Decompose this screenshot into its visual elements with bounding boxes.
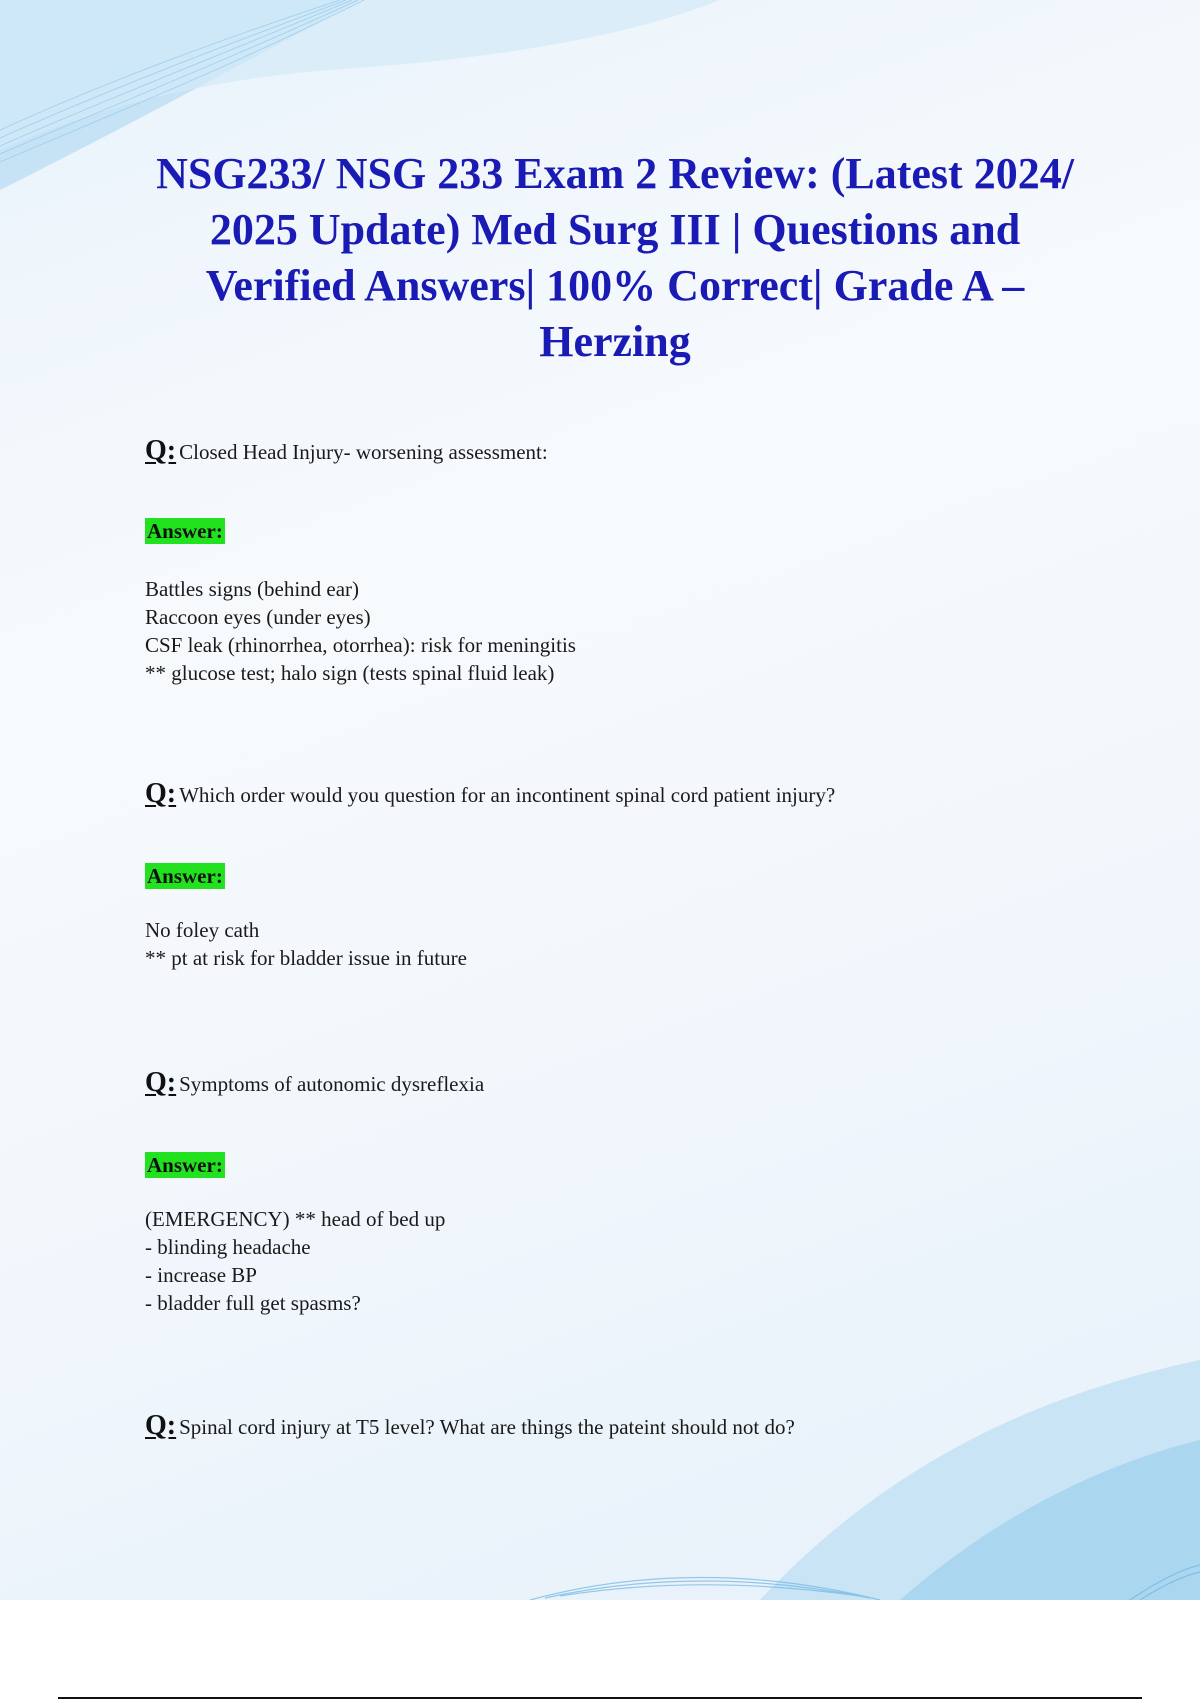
answer-line: No foley cath: [145, 918, 260, 942]
answer-label: Answer:: [147, 864, 223, 888]
question-prefix: Q:: [145, 778, 177, 809]
answer-body: [145, 916, 1145, 972]
answer-label: Answer:: [147, 1153, 223, 1177]
answer-label: Answer:: [147, 519, 223, 543]
answer-body: [145, 575, 1145, 687]
answer-line: Raccoon eyes (under eyes): [145, 605, 371, 629]
question-text: Which order would you question for an incontinent spinal cord patient injury?: [179, 783, 836, 807]
answer-line: (EMERGENCY) ** head of bed up: [145, 1207, 446, 1231]
question-text: Closed Head Injury- worsening assessment:: [179, 440, 548, 464]
document-title: NSG233/ NSG 233 Exam 2 Review: (Latest 2024/ 2025 Update) Med Surg III | Questions and Verified Answers| 100% Correct| Grade A – Herzing: [156, 149, 1074, 366]
answer-line: - blinding headache: [145, 1235, 311, 1259]
answer-line: ** glucose test; halo sign (tests spinal fluid leak): [145, 661, 555, 685]
question-prefix: Q:: [145, 1410, 177, 1441]
qa-item-2: [145, 779, 1145, 972]
qa-item-4: [145, 1411, 1145, 1442]
question-line: [145, 436, 1145, 467]
answer-line: - bladder full get spasms?: [145, 1291, 361, 1315]
footer-divider: [58, 1697, 1142, 1699]
qa-item-1: [145, 436, 1145, 687]
qa-item-3: [145, 1068, 1145, 1317]
question-line: [145, 1068, 1145, 1099]
question-prefix: Q:: [145, 1067, 177, 1098]
answer-line: Battles signs (behind ear): [145, 577, 360, 601]
answer-line: - increase BP: [145, 1263, 257, 1287]
answer-line: ** pt at risk for bladder issue in future: [145, 946, 467, 970]
answer-line: CSF leak (rhinorrhea, otorrhea): risk for meningitis: [145, 633, 576, 657]
question-prefix: Q:: [145, 435, 177, 466]
question-text: Symptoms of autonomic dysreflexia: [179, 1072, 485, 1096]
question-line: [145, 779, 1145, 810]
question-text: Spinal cord injury at T5 level? What are things the pateint should not do?: [179, 1415, 795, 1439]
answer-body: [145, 1205, 1145, 1317]
question-line: [145, 1411, 1145, 1442]
